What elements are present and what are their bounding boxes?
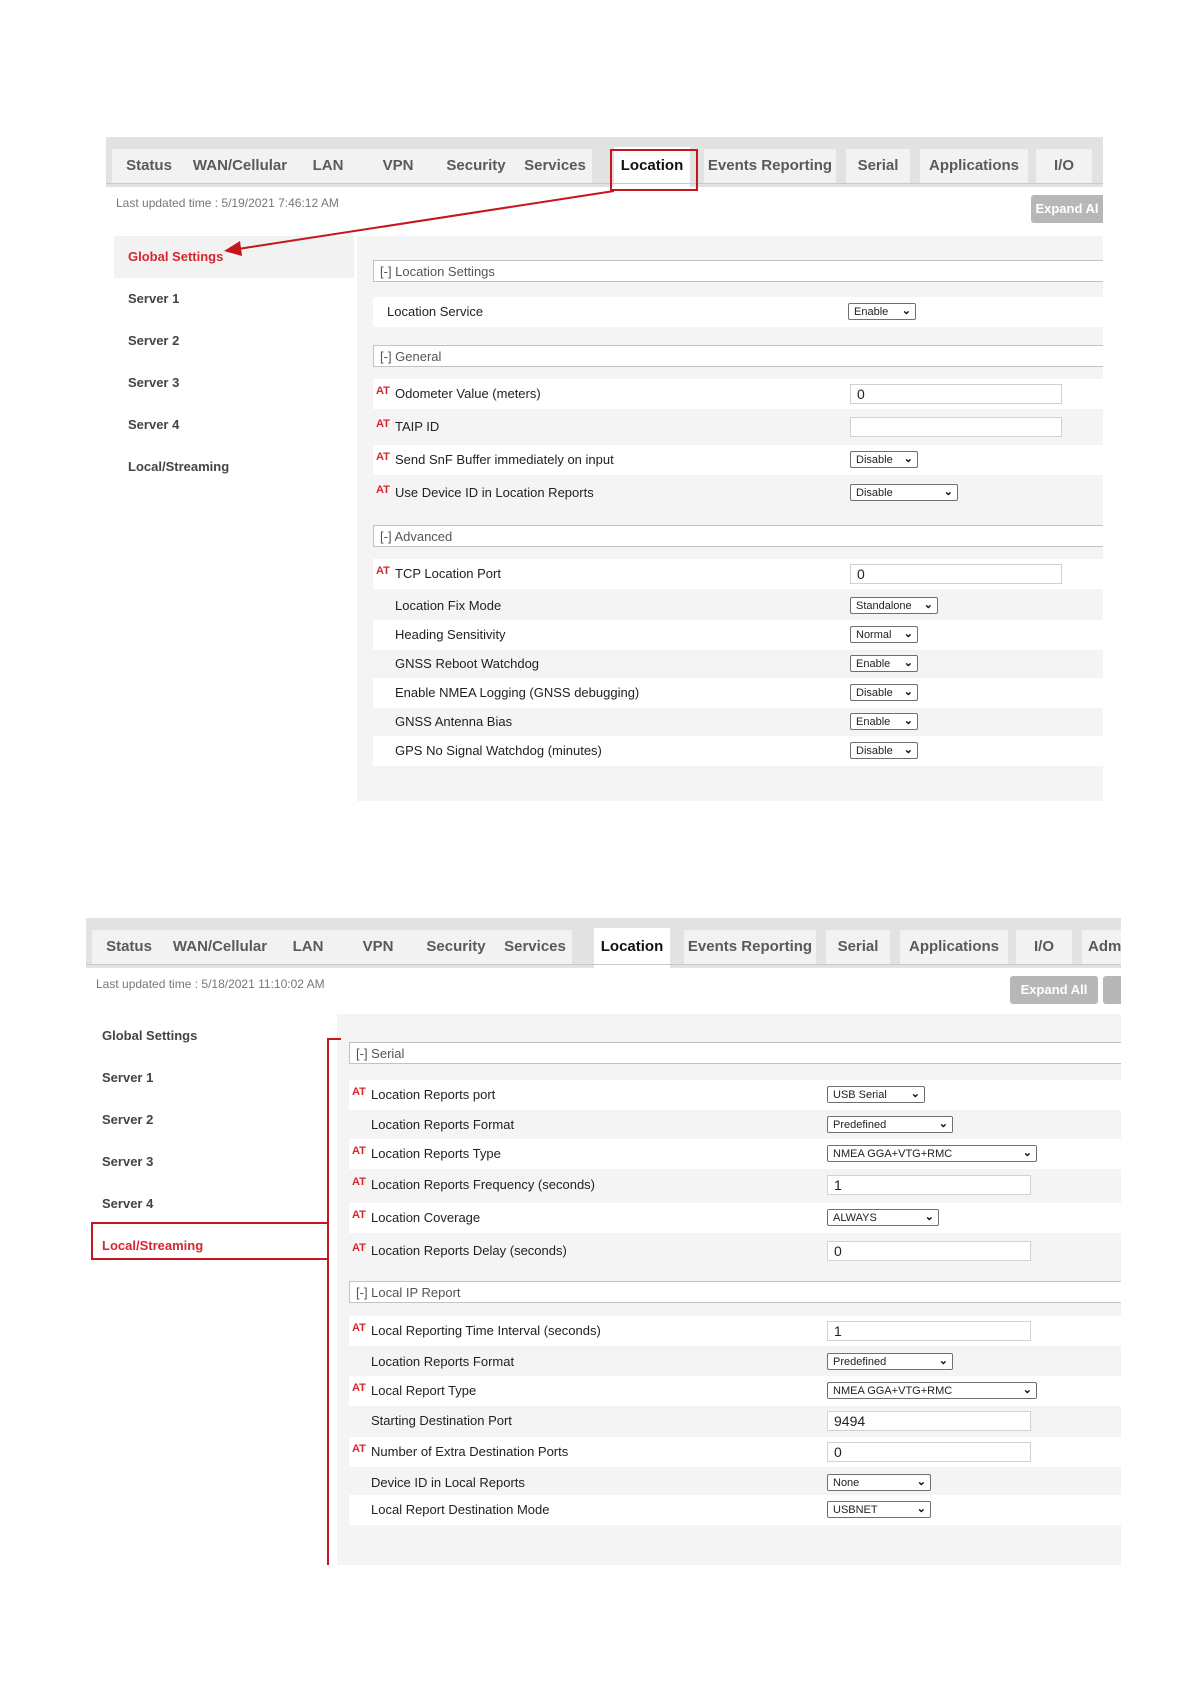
at-command-badge: AT [352,1242,366,1254]
row-label: Starting Destination Port [371,1413,512,1428]
sidebar-item-local-streaming[interactable]: Local/Streaming [128,459,230,474]
row-gnss-antenna-bias [373,707,1103,737]
row-label: GNSS Antenna Bias [395,714,513,729]
select-value: USB Serial [833,1089,887,1101]
gps-no-signal-watchdog-select[interactable] [850,742,918,759]
sidebar-item-server-3[interactable]: Server 3 [128,375,180,390]
tab-serial[interactable]: Serial [826,930,890,964]
row-local-report-type [349,1376,1121,1406]
select-value: Normal [856,629,892,641]
chevron-down-icon: ⌄ [1022,1384,1032,1396]
row-label: Location Coverage [371,1210,481,1225]
settings-panel [337,1014,1121,1565]
device-id-in-local-reports-select[interactable] [827,1474,931,1491]
select-value: Enable [856,658,891,670]
chevron-down-icon: ⌄ [903,453,913,465]
row-number-of-extra-destination-ports [349,1437,1121,1467]
gnss-antenna-bias-select[interactable] [850,713,918,730]
select-value: Disable [856,687,893,699]
row-label: GNSS Reboot Watchdog [395,656,540,671]
row-gnss-reboot-watchdog [373,649,1103,679]
location-coverage-select[interactable] [827,1209,939,1226]
sidebar-item-server-2[interactable]: Server 2 [102,1112,154,1127]
collapse-all-button[interactable] [1103,976,1121,1004]
row-label: Odometer Value (meters) [395,386,541,401]
tab-wan-cellular[interactable]: WAN/Cellular [186,149,294,183]
local-location-reports-format-select[interactable] [827,1353,953,1370]
chevron-down-icon: ⌄ [938,1118,948,1130]
select-value: None [833,1477,860,1489]
section-advanced[interactable]: [-] Advanced [373,525,1103,547]
row-label: Location Service [387,304,484,319]
location-fix-mode-select[interactable] [850,597,938,614]
chevron-down-icon: ⌄ [901,305,911,317]
at-command-badge: AT [376,484,390,496]
annotation-connector [327,1038,329,1565]
at-command-badge: AT [352,1209,366,1221]
row-taip-id [373,412,1103,442]
location-reports-frequency-input[interactable]: 1 [827,1175,1031,1195]
row-label: TCP Location Port [395,566,501,581]
section-general[interactable]: [-] General [373,345,1103,367]
row-location-coverage [349,1203,1121,1233]
at-command-badge: AT [352,1176,366,1188]
row-location-reports-delay [349,1236,1121,1266]
sidebar-item-global-settings[interactable]: Global Settings [114,236,354,278]
expand-all-button[interactable]: Expand Al [1031,195,1103,223]
row-label: Location Fix Mode [395,598,502,613]
send-snf-buffer-select[interactable] [850,451,918,468]
location-reports-type-select[interactable] [827,1145,1037,1162]
sidebar-item-server-3[interactable]: Server 3 [102,1154,154,1169]
row-label: GPS No Signal Watchdog (minutes) [395,743,602,758]
at-command-badge: AT [376,565,390,577]
tab-io[interactable]: I/O [1016,930,1072,964]
sidebar-item-server-1[interactable]: Server 1 [128,291,180,306]
row-location-reports-frequency [349,1170,1121,1200]
row-local-report-destination-mode [349,1495,1121,1525]
row-label: TAIP ID [395,419,440,434]
gnss-reboot-watchdog-select[interactable] [850,655,918,672]
at-command-badge: AT [376,418,390,430]
sidebar-item-server-4[interactable]: Server 4 [128,417,180,432]
row-label: Heading Sensitivity [395,627,506,642]
tab-location[interactable]: Location [594,928,670,968]
select-value: Standalone [856,600,912,612]
sidebar-item-local-streaming[interactable]: Local/Streaming [88,1225,328,1267]
select-value: Disable [856,745,893,757]
enable-nmea-logging-select[interactable] [850,684,918,701]
at-command-badge: AT [352,1086,366,1098]
chevron-down-icon: ⌄ [924,1211,934,1223]
tab-applications[interactable]: Applications [920,149,1028,183]
section-location-settings[interactable]: [-] Location Settings [373,260,1103,282]
row-label: Local Reporting Time Interval (seconds) [371,1323,601,1338]
row-send-snf-buffer [373,445,1103,475]
main-tab-bar [86,918,1121,968]
row-label: Enable NMEA Logging (GNSS debugging) [395,685,640,700]
tab-location[interactable]: Location [614,147,690,187]
chevron-down-icon: ⌄ [910,1088,920,1100]
row-label: Number of Extra Destination Ports [371,1444,569,1459]
row-label: Send SnF Buffer immediately on input [395,452,614,467]
chevron-down-icon: ⌄ [943,486,953,498]
use-device-id-select[interactable] [850,484,958,501]
select-value: ALWAYS [833,1212,877,1224]
row-use-device-id [373,478,1103,508]
row-label: Location Reports Delay (seconds) [371,1243,567,1258]
tab-events-reporting[interactable]: Events Reporting [684,930,816,964]
sidebar-item-server-4[interactable]: Server 4 [102,1196,154,1211]
select-value: Predefined [833,1119,887,1131]
row-label: Use Device ID in Location Reports [395,485,594,500]
heading-sensitivity-select[interactable] [850,626,918,643]
tab-status[interactable]: Status [112,149,186,183]
tab-wan-cellular[interactable]: WAN/Cellular [166,930,274,964]
expand-all-button[interactable]: Expand All [1010,976,1098,1004]
select-value: Enable [856,716,891,728]
tab-status[interactable]: Status [92,930,166,964]
select-value: Predefined [833,1356,887,1368]
row-location-fix-mode [373,591,1103,621]
row-location-reports-format [349,1110,1121,1140]
last-updated-time: Last updated time : 5/19/2021 7:46:12 AM [116,196,339,210]
row-odometer-value [373,379,1103,409]
chevron-down-icon: ⌄ [903,657,913,669]
at-command-badge: AT [352,1382,366,1394]
chevron-down-icon: ⌄ [923,599,933,611]
chevron-down-icon: ⌄ [916,1476,926,1488]
row-starting-destination-port [349,1406,1121,1436]
section-serial[interactable]: [-] Serial [349,1042,1121,1064]
row-location-reports-port [349,1080,1121,1110]
row-enable-nmea-logging [373,678,1103,708]
odometer-value-input[interactable]: 0 [850,384,1062,404]
row-label: Location Reports Type [371,1146,501,1161]
tab-security[interactable]: Security [414,930,498,964]
row-heading-sensitivity [373,620,1103,650]
chevron-down-icon: ⌄ [903,715,913,727]
section-local-ip-report[interactable]: [-] Local IP Report [349,1281,1121,1303]
local-report-destination-mode-select[interactable] [827,1501,931,1518]
row-label: Location Reports Format [371,1354,515,1369]
select-value: NMEA GGA+VTG+RMC [833,1385,953,1397]
chevron-down-icon: ⌄ [916,1503,926,1515]
select-value: Enable [854,306,889,318]
location-reports-format-select[interactable] [827,1116,953,1133]
row-label: Location Reports port [371,1087,496,1102]
row-local-reporting-time-interval [349,1316,1121,1346]
at-command-badge: AT [376,451,390,463]
local-streaming-highlight [91,1222,329,1260]
tab-vpn[interactable]: VPN [342,930,414,964]
taip-id-input[interactable] [850,417,1062,437]
number-of-extra-destination-ports-input[interactable]: 0 [827,1442,1031,1462]
sidebar-item-server-1[interactable]: Server 1 [102,1070,154,1085]
annotation-connector-top [327,1038,341,1040]
tab-security[interactable]: Security [434,149,518,183]
row-tcp-location-port [373,559,1103,589]
tab-admin[interactable]: Adm [1082,930,1121,964]
chevron-down-icon: ⌄ [903,628,913,640]
annotation-arrow [106,137,1103,337]
tab-applications[interactable]: Applications [900,930,1008,964]
chevron-down-icon: ⌄ [938,1355,948,1367]
select-value: USBNET [833,1504,878,1516]
at-command-badge: AT [352,1322,366,1334]
at-command-badge: AT [352,1145,366,1157]
chevron-down-icon: ⌄ [903,686,913,698]
location-reports-delay-input[interactable]: 0 [827,1241,1031,1261]
select-value: NMEA GGA+VTG+RMC [833,1148,953,1160]
row-local-location-reports-format [349,1347,1121,1377]
screenshot-global-settings [106,137,1103,812]
chevron-down-icon: ⌄ [903,744,913,756]
tab-divider [86,964,1121,965]
local-report-type-select[interactable] [827,1382,1037,1399]
starting-destination-port-input[interactable]: 9494 [827,1411,1031,1431]
row-label: Location Reports Frequency (seconds) [371,1177,596,1192]
row-label: Device ID in Local Reports [371,1475,525,1490]
row-label: Location Reports Format [371,1117,515,1132]
screenshot-local-streaming [86,918,1121,1565]
sidebar-item-server-2[interactable]: Server 2 [128,333,180,348]
tab-lan[interactable]: LAN [274,930,342,964]
tab-events-reporting[interactable]: Events Reporting [704,149,836,183]
select-value: Disable [856,487,893,499]
chevron-down-icon: ⌄ [1022,1147,1032,1159]
row-location-reports-type [349,1139,1121,1169]
at-command-badge: AT [376,385,390,397]
row-gps-no-signal-watchdog [373,736,1103,766]
tab-serial[interactable]: Serial [846,149,910,183]
last-updated-time: Last updated time : 5/18/2021 11:10:02 AM [96,977,325,991]
tab-io[interactable]: I/O [1036,149,1092,183]
location-reports-port-select[interactable] [827,1086,925,1103]
tab-services[interactable]: Services [498,930,572,964]
tcp-location-port-input[interactable]: 0 [850,564,1062,584]
row-label: Local Report Type [371,1383,477,1398]
at-command-badge: AT [352,1443,366,1455]
tab-vpn[interactable]: VPN [362,149,434,183]
local-reporting-time-interval-input[interactable]: 1 [827,1321,1031,1341]
tab-lan[interactable]: LAN [294,149,362,183]
row-label: Local Report Destination Mode [371,1502,550,1517]
sidebar-item-global-settings[interactable]: Global Settings [102,1028,198,1043]
row-device-id-in-local-reports [349,1468,1121,1498]
tab-services[interactable]: Services [518,149,592,183]
select-value: Disable [856,454,893,466]
